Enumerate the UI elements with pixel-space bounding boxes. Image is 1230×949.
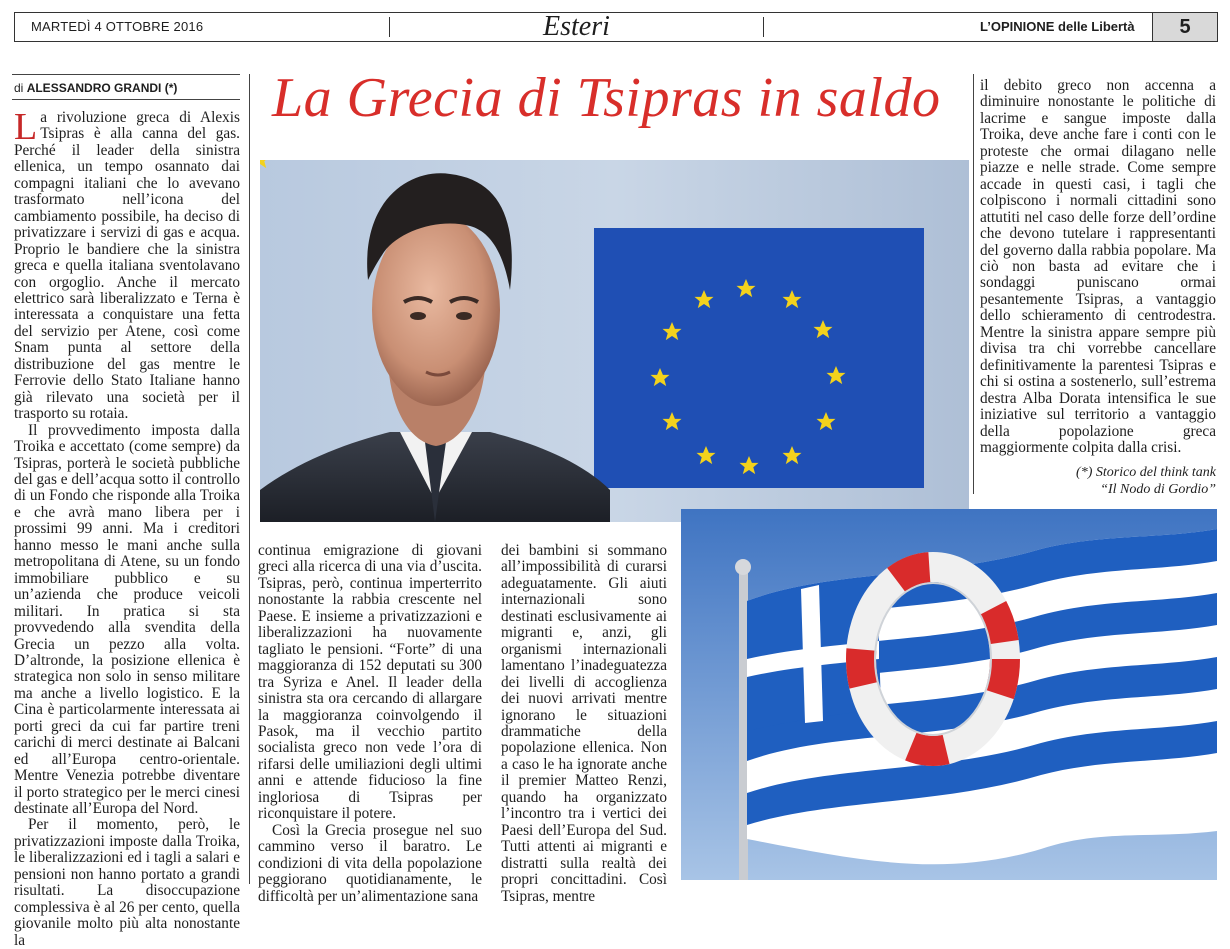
paragraph: continua emigrazione di giovani greci alla ricerca di una via d’uscita. Tsipras, però, continua imperterrito nonostante la rabbia crescente nel Paese. E insieme a privatizzazioni e liberalizzazioni ha nuovamente tagliato le pensioni. “Forte” di una maggioranza di 152 deputati su 300 tra Syriza e Anel. Il leader della sinistra sta ora cercando di allargare la maggioranza coinvolgendo il Pasok, ma il vecchio partito socialista greco non vede l’ora di rifarsi delle umiliazioni degli ultimi anni e attende fiducioso la fine ingloriosa di Tsipras per riconquistare il potere. [258,542,482,823]
article-column-1 [14,106,240,949]
drop-cap: L [14,106,38,148]
photo-portrait-illustration [260,160,969,522]
paragraph: Il provvedimento imposta dalla Troika e accettato (come sempre) da Tsipras, porterà le società pubbliche del gas e dell’acqua sotto il controllo di un Fondo che risponde alla Troika e che avrà mano libera per i prossimi 99 anni. Ma i creditori hanno messo le mani anche sulla metropolitana di Atene, su un fondo immobiliare pubblico e su un’azienda che produce veicoli militari. In pratica si sta provvedendo alla svendita della Grecia un pezzo alla volta. D’altronde, la posizione ellenica è strategica non solo in senso militare ma anche a livello logistico. E la Cina è particolarmente interessata ai porti greci da cui far partire treni carichi di merci destinate ai Balcani ed all’Europa centro-orientale. Mentre Venezia potrebbe diventare il porto strategico per le merci cinesi destinate all’Europa del Nord. [14,421,240,818]
paragraph: dei bambini si sommano all’impossibilità di curarsi adeguatamente. Gli aiuti internazionali sono destinati esclusivamente ai migranti e, anzi, gli organismi internazionali lamentano l’inadeguatezza dei livelli di accoglienza dei nuovi arrivati mentre ignorano le situazioni drammatiche della popolazione ellenica. Non a caso le ha ignorate anche il premier Matteo Renzi, quando ha organizzato l’incontro tra i vertici dei Paesi dell’Europa del Sud. Tutti attenti ai migranti e distratti sulla realtà dei propri concittadini. Così Tsipras, mentre [501,542,667,905]
author-note [980,464,1216,498]
newspaper-name [980,20,1135,33]
newspaper-name-suffix: delle Libertà [1058,19,1135,34]
flag-pole [739,569,748,880]
article-column-3 [501,543,667,905]
page-number: 5 [1152,13,1217,41]
eu-flag [594,228,924,488]
photo-greek-flag-lifebuoy [681,509,1217,880]
paragraph: Per il momento, però, le privatizzazioni imposte dalla Troika, le liberalizzazioni ed i tagli a salari e pensioni non hanno portato a grandi risultati. La disoccupazione complessiva è al 26 per cento, quella giovanile molto più alta nonostante la [14,816,240,949]
header-divider [389,17,390,37]
page-header [14,12,1218,42]
photo-portrait-eu-flag [260,160,969,522]
section-title: Esteri [543,11,610,42]
byline-prefix: di [14,81,24,95]
column-rule [249,74,250,884]
byline [14,82,240,94]
paragraph: Così la Grecia prosegue nel suo cammino verso il baratro. Le condizioni di vita della popolazione peggiorano quotidianamente, le difficoltà per un’alimentazione sana [258,821,482,905]
issue-date: MARTEDÌ 4 OTTOBRE 2016 [31,19,204,34]
paragraph-text: a rivoluzione greca di Alexis Tsipras è alla canna del gas. Perché il leader della sinistra ellenica, un tempo osannato dai compagni italiani che lo avevano trasformato nell’icona del cambiamento possibile, ha deciso di privatizzare i servizi di gas e acqua. Proprio le bandiere che la sinistra greca e quella italiana sventolavano con orgoglio. Anche il mercato elettrico sarà liberalizzato e Terna è interessata a conquistare una fetta del servizio per Atene, così come Snam punta al settore della distribuzione del gas mentre le Ferrovie dello Stato Italiane hanno già rilevato una società per il trasporto su rotaia. [14,109,240,423]
header-divider [763,17,764,37]
byline-rule [12,74,240,75]
author-note-line: (*) Storico del think tank [1076,465,1216,480]
article-column-2 [258,543,482,905]
photo-flag-illustration [681,509,1217,880]
byline-rule [12,99,240,100]
column-rule [973,74,974,494]
paragraph [14,106,240,423]
article-column-4 [980,78,1216,456]
article-headline: La Grecia di Tsipras in saldo [272,67,941,129]
paragraph: il debito greco non accenna a diminuire nonostante le politiche di lacrime e sangue imposte dalla Troika, deve anche fare i conti con le proteste che ormai dilagano nelle piazze e nelle strade. Come sempre accade in questi casi, i tagli che colpiscono i normali cittadini sono attutiti nel caso delle forze dell’ordine che devono tutelare i rappresentanti del governo dalla rabbia popolare. Ma ciò non basta ad evitare che i sondaggi puniscano ormai pesantemente Tsipras, a vantaggio dello schieramento di centrodestra. Mentre la sinistra appare sempre più divisa tra chi vorrebbe cancellare definitivamente la parentesi Tsipras e chi si ostina a sostenerlo, sull’estrema destra Alba Dorata intensifica le sue iniziative sul territorio a vantaggio della popolazione greca maggiormente colpita dalla crisi. [980,77,1216,456]
author-note-line: “Il Nodo di Gordio” [1100,482,1216,497]
newspaper-name-main: L’OPINIONE [980,19,1055,34]
byline-author: ALESSANDRO GRANDI (*) [26,81,178,95]
